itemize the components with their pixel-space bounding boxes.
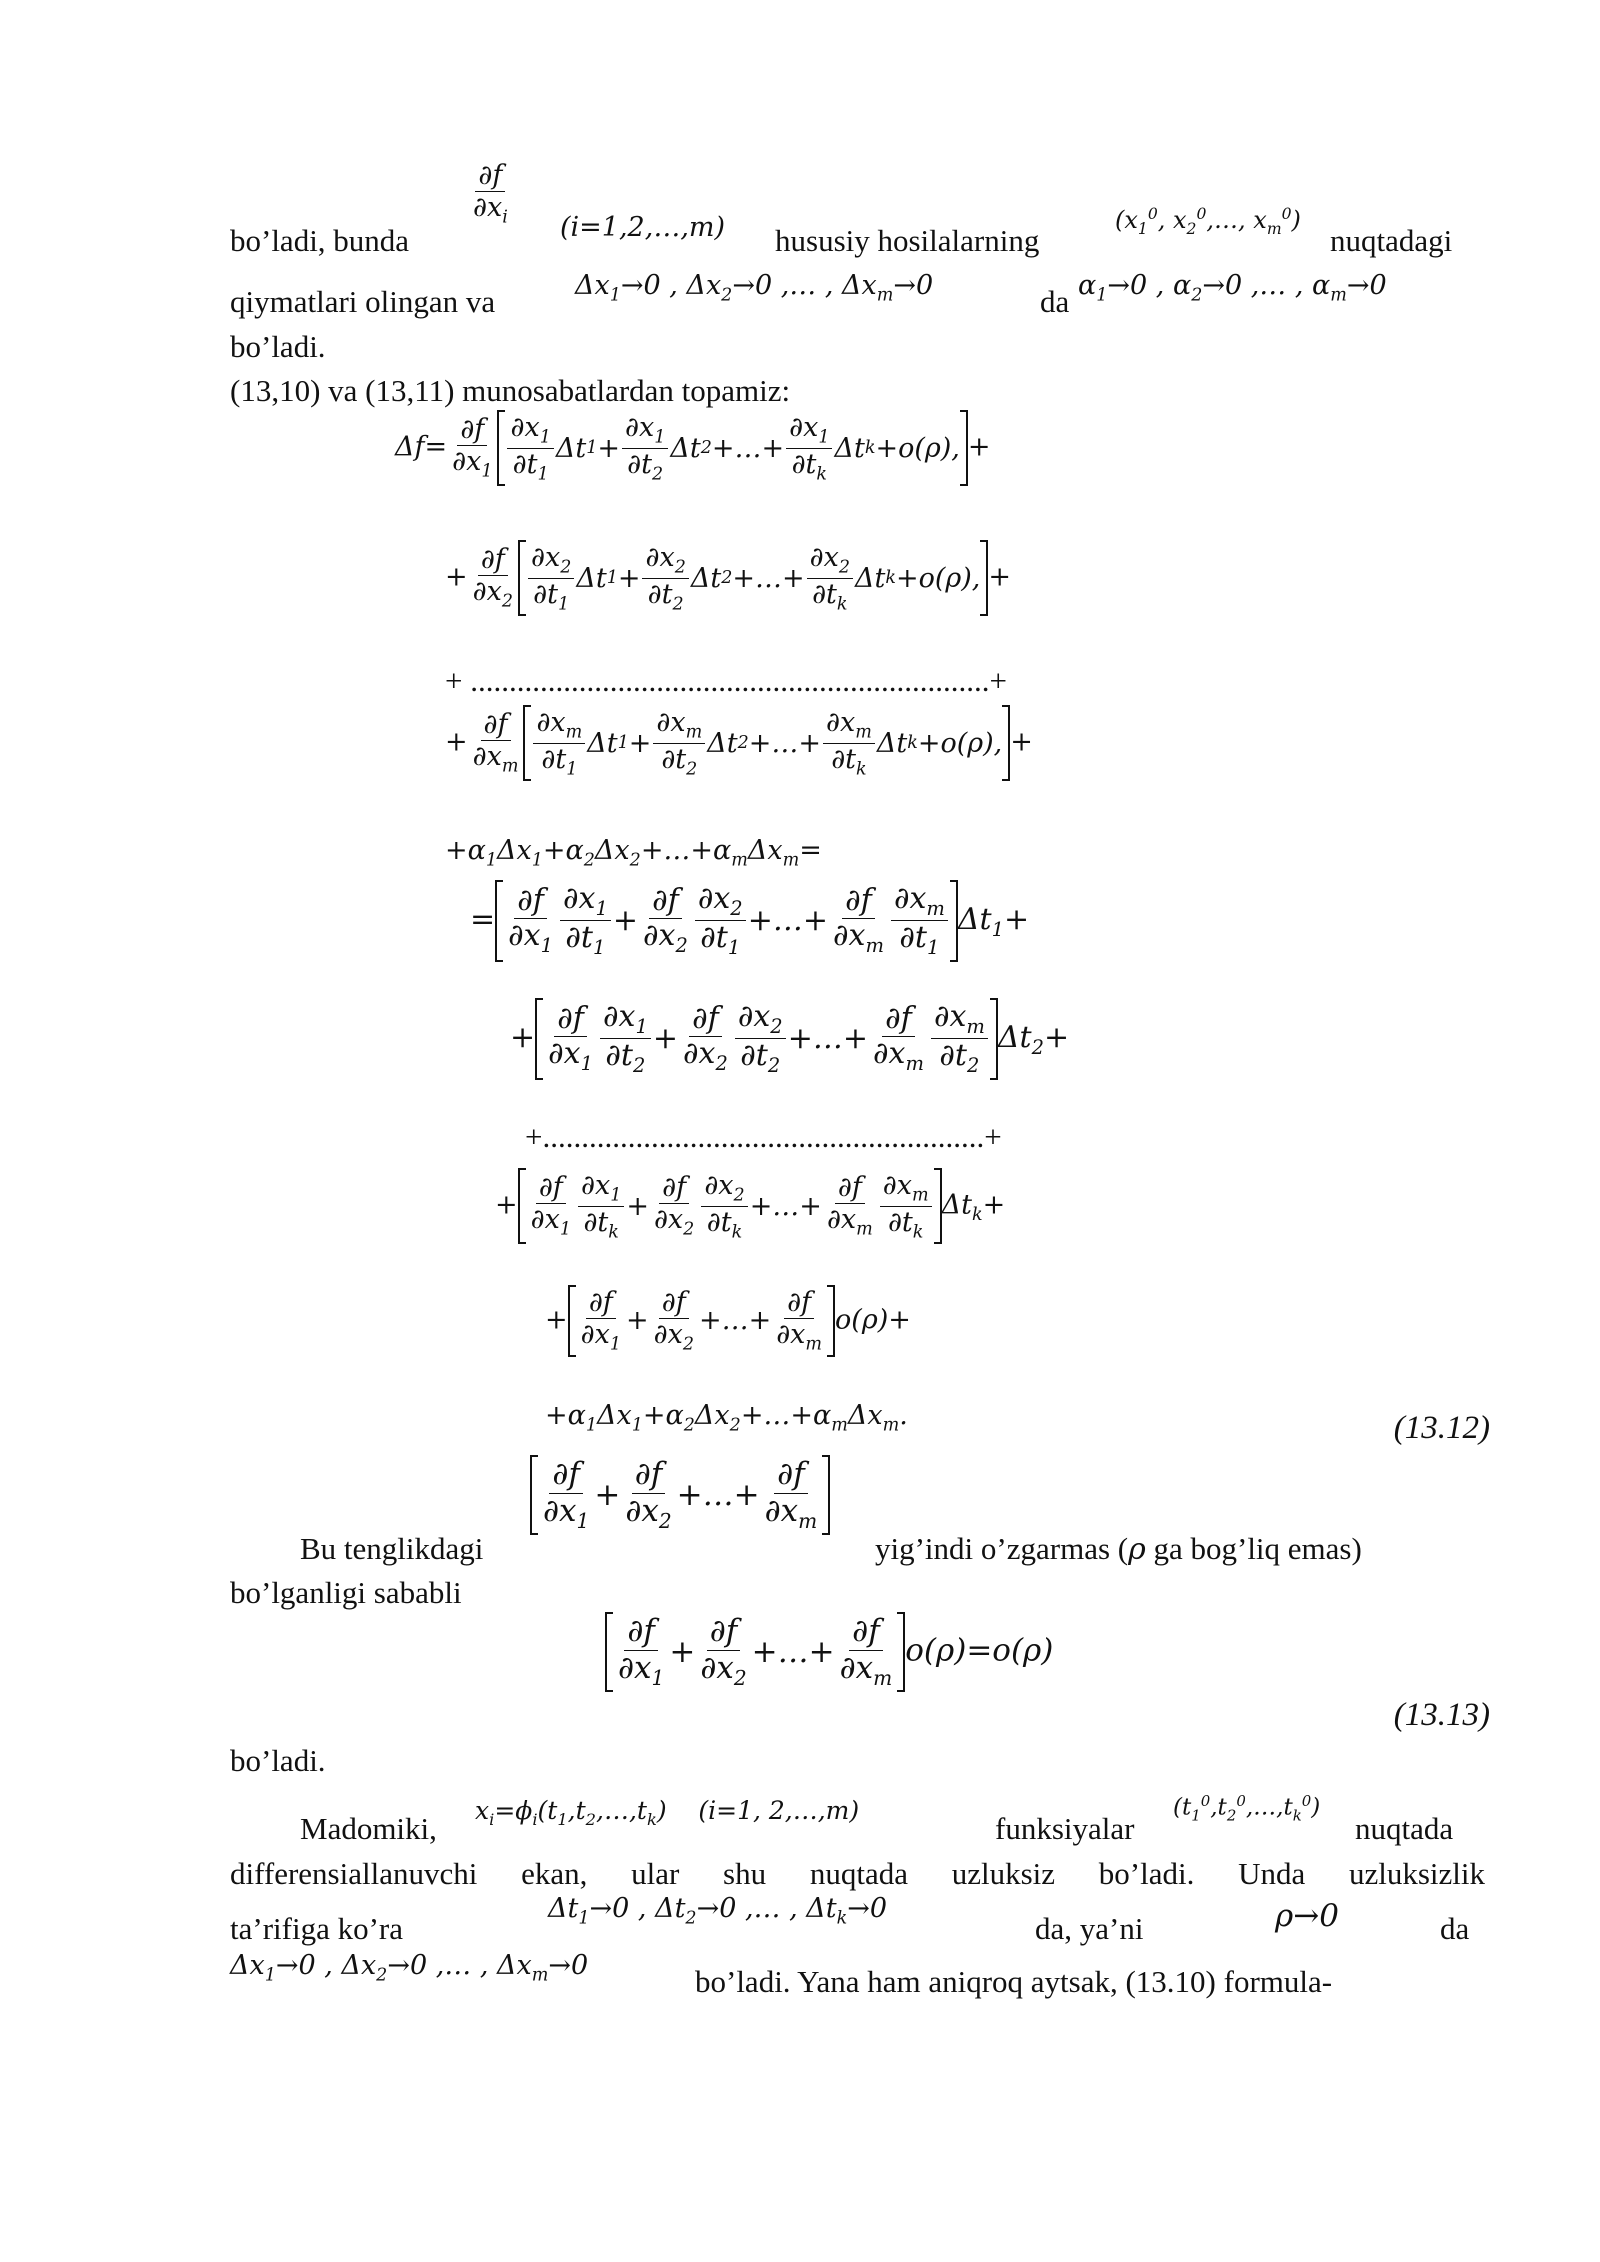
delta-x-limits-2: $\Delta x_1\to 0$ , $\Delta x_2\to 0$ ,… , $\Delta x_m\to 0$ <box>230 1950 589 1986</box>
eq-row-9: $+\alpha_1\Delta x_1+\alpha_2\Delta x_2+\dots+\alpha_m\Delta x_m$. <box>545 1400 908 1436</box>
rho-limit: ρ→0 <box>1275 1898 1339 1934</box>
dotted-row-2: +.........................................................+ <box>525 1119 1002 1154</box>
eq-row-6: + $\frac{\partial f}{\partial x_1}$ $\frac{\partial x_1}{\partial t_2}$ + $\frac{\partial f}{\partial x_2}$ $\frac{\partial x_2}{\partial t_2}$ +…+ $\frac{\partial f}{\partial x_m}$ $\frac{\partial x_m}{\partial t_2}$ $\Delta t_2+$ <box>510 998 1069 1080</box>
text-line-3: bo’ladi. <box>230 329 326 364</box>
text-yana: bo’ladi. Yana ham aniqroq aytsak, (13.10) formula- <box>695 1964 1333 1999</box>
text-differensiallanuvchi: differensiallanuvchi ekan, ular shu nuqtada uzluksiz bo’ladi. Unda uzluksizlik <box>230 1856 1485 1891</box>
text-boladi: bo’ladi. <box>230 1743 326 1778</box>
function-x-phi: $x_i=\phi_i(t_1,t_2,\dots,t_k)$ (i=1, 2,…,m) <box>475 1796 860 1829</box>
eq-13-13: $\frac{\partial f}{\partial x_1}$ + $\frac{\partial f}{\partial x_2}$ +…+ $\frac{\partial f}{\partial x_m}$ o(ρ)=o(ρ) <box>605 1612 1053 1692</box>
text-bu-tenglikdagi: Bu tenglikdagi <box>300 1531 484 1566</box>
eq-row-4: $+\alpha_1\Delta x_1+\alpha_2\Delta x_2+\dots+\alpha_m\Delta x_m=$ <box>445 835 822 871</box>
point-x0: ($x_1^0$, $x_2^0,\dots$, $x_m^0$) <box>1115 205 1301 238</box>
text-line-4: (13,10) va (13,11) munosabatlardan topamiz: <box>230 373 791 408</box>
eq-row-5: = $\frac{\partial f}{\partial x_1}$ $\frac{\partial x_1}{\partial t_1}$ + $\frac{\partial f}{\partial x_2}$ $\frac{\partial x_2}{\partial t_1}$ +…+ $\frac{\partial f}{\partial x_m}$ $\frac{\partial x_m}{\partial t_1}$ $\Delta t_1+$ <box>470 880 1029 962</box>
text-da-2: da <box>1440 1911 1470 1946</box>
eq-row-1: Δf= $\frac{\partial f}{\partial x_1}$ $\frac{\partial x_1}{\partial t_1}$ Δt 1 + $\frac{\partial x_1}{\partial t_2}$ Δt 2 +…+ $\frac{\partial x_1}{\partial t_k}$ Δt k +o(ρ), + <box>395 410 990 486</box>
text-nuqtada: nuqtada <box>1355 1811 1454 1846</box>
text-bolganligi: bo’lganligi sababli <box>230 1575 462 1610</box>
text-tarifiga: ta’rifiga ko’ra <box>230 1911 403 1946</box>
partial-derivative-df-dxi: $\frac{\partial f}{\partial x_i}$ <box>473 160 508 228</box>
dotted-row-1: + ...................................................................+ <box>445 663 1007 698</box>
delta-t-limits: $\Delta t_1\to 0$ , $\Delta t_2\to 0$ ,… , $\Delta t_k\to 0$ <box>548 1893 888 1929</box>
eq-row-2: + $\frac{\partial f}{\partial x_2}$ $\frac{\partial x_2}{\partial t_1}$ Δt 1 + $\frac{\partial x_2}{\partial t_2}$ Δt 2 +…+ $\frac{\partial x_2}{\partial t_k}$ Δt k +o(ρ), + <box>445 540 1011 616</box>
equation-number-13-13: (13.13) <box>1393 1697 1490 1733</box>
text-madomiki: Madomiki, <box>300 1811 437 1846</box>
equation-number-13-12: (13.12) <box>1393 1410 1490 1446</box>
alpha-limits: $\alpha_1\to 0$ , $\alpha_2\to 0$ ,… , $\alpha_m\to 0$ <box>1078 270 1387 306</box>
eq-row-7: + $\frac{\partial f}{\partial x_1}$ $\frac{\partial x_1}{\partial t_k}$ + $\frac{\partial f}{\partial x_2}$ $\frac{\partial x_2}{\partial t_k}$ +…+ $\frac{\partial f}{\partial x_m}$ $\frac{\partial x_m}{\partial t_k}$ $\Delta t_k+$ <box>495 1168 1005 1244</box>
rho-symbol: ρ <box>1128 1532 1146 1567</box>
eq-row-8: + $\frac{\partial f}{\partial x_1}$ + $\frac{\partial f}{\partial x_2}$ +…+ $\frac{\partial f}{\partial x_m}$ o(ρ)+ <box>545 1285 911 1357</box>
text-line-1 <box>230 222 409 260</box>
delta-x-limits: $\Delta x_1\to 0$ , $\Delta x_2\to 0$ ,… , $\Delta x_m\to 0$ <box>575 270 934 306</box>
sum-partials-bracket: $\frac{\partial f}{\partial x_1}$ + $\frac{\partial f}{\partial x_2}$ +…+ $\frac{\partial f}{\partial x_m}$ <box>530 1455 830 1535</box>
index-range: (i=1,2,…,m) <box>560 212 726 243</box>
text-line-1-mid: hususiy hosilalarning <box>775 223 1040 258</box>
text-da-yani: da, ya’ni <box>1035 1911 1144 1946</box>
text-da: da <box>1040 284 1070 319</box>
text-funksiyalar: funksiyalar <box>995 1811 1135 1846</box>
text-yigindi: yig’indi o’zgarmas (ρ ga bog’liq emas) <box>875 1531 1362 1567</box>
text-line-2: qiymatlari olingan va <box>230 284 496 319</box>
text: bo’ladi, bunda <box>230 223 410 258</box>
eq-row-3: + $\frac{\partial f}{\partial x_m}$ $\frac{\partial x_m}{\partial t_1}$ Δt 1 + $\frac{\partial x_m}{\partial t_2}$ Δt 2 +…+ $\frac{\partial x_m}{\partial t_k}$ Δt k +o(ρ), + <box>445 705 1033 781</box>
text-line-1-end: nuqtadagi <box>1330 223 1453 258</box>
point-t0: $(t_1^0,t_2^0,\dots,t_k^0)$ <box>1173 1792 1321 1825</box>
